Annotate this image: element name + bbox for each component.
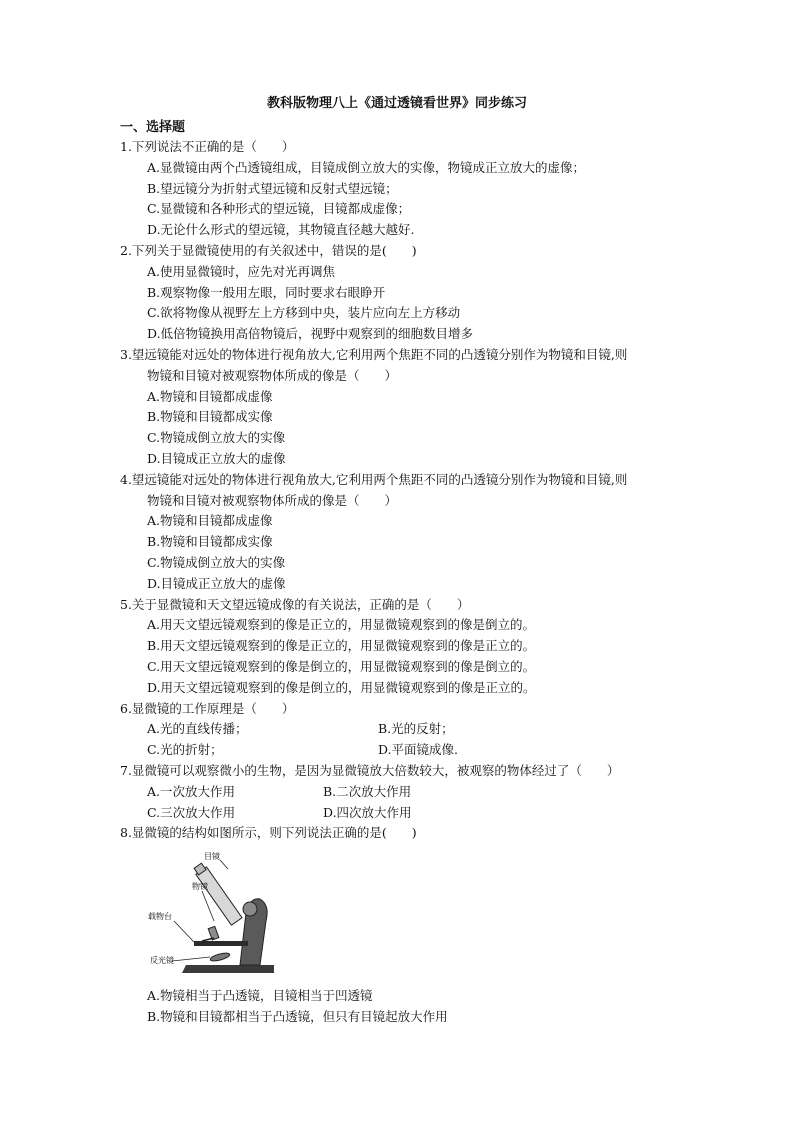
label-objective: 物镜 xyxy=(192,882,208,892)
question-stem: 8.显微镜的结构如图所示，则下列说法正确的是( ) xyxy=(120,825,417,841)
option-b: B.二次放大作用 xyxy=(323,783,412,799)
question-6 xyxy=(120,699,700,761)
question-stem: 3.望远镜能对远处的物体进行视角放大,它利用两个焦距不同的凸透镜分别作为物镜和目镜,则 xyxy=(120,346,628,362)
option-d: D.平面镜成像. xyxy=(378,742,459,758)
microscope-base xyxy=(182,965,274,973)
option-c: C.显微镜和各种形式的望远镜，目镜都成虚像； xyxy=(147,201,411,217)
option-row xyxy=(120,740,700,761)
option-a: A.显微镜由两个凸透镜组成，目镜成倒立放大的实像，物镜成正立放大的虚像； xyxy=(147,159,586,175)
stage xyxy=(194,941,248,946)
question-3 xyxy=(120,345,700,470)
option-row xyxy=(120,719,700,740)
option-d: D.无论什么形式的望远镜，其物镜直径越大越好. xyxy=(147,222,415,238)
option-b: B.光的反射； xyxy=(378,721,454,737)
microscope-figure xyxy=(142,849,282,981)
option-d: D.低倍物镜换用高倍物镜后，视野中观察到的细胞数目增多 xyxy=(147,326,474,342)
option-b: B.观察物像一般用左眼，同时要求右眼睁开 xyxy=(147,284,386,300)
question-stem: 4.望远镜能对远处的物体进行视角放大,它利用两个焦距不同的凸透镜分别作为物镜和目镜,则 xyxy=(120,471,628,487)
option-a: A.使用显微镜时，应先对光再调焦 xyxy=(147,263,336,279)
option-a: A.物镜和目镜都成虚像 xyxy=(147,513,273,529)
option-c: C.物镜成倒立放大的实像 xyxy=(147,554,286,570)
option-a: A.光的直线传播； xyxy=(147,721,248,737)
option-b: B.物镜和目镜都成实像 xyxy=(147,534,273,550)
label-mirror: 反光镜 xyxy=(150,956,174,966)
question-list xyxy=(120,137,700,1028)
label-eyepiece: 目镜 xyxy=(204,852,220,862)
option-b: B.物镜和目镜都成实像 xyxy=(147,409,273,425)
option-d: D.四次放大作用 xyxy=(323,804,412,820)
focus-knob xyxy=(243,902,257,916)
section-heading: 一、选择题 xyxy=(120,120,186,135)
option-b: B.用天文望远镜观察到的像是正立的，用显微镜观察到的像是正立的。 xyxy=(147,638,536,654)
question-stem: 2.下列关于显微镜使用的有关叙述中，错误的是( ) xyxy=(120,242,417,258)
option-c: C.欲将物像从视野左上方移到中央，装片应向左上方移动 xyxy=(147,305,461,321)
microscope-diagram xyxy=(142,849,282,981)
page-title: 教科版物理八上《通过透镜看世界》同步练习 xyxy=(266,96,527,111)
option-d: D.用天文望远镜观察到的像是倒立的，用显微镜观察到的像是正立的。 xyxy=(147,679,536,695)
option-row xyxy=(120,782,700,803)
option-c: C.物镜成倒立放大的实像 xyxy=(147,430,286,446)
question-stem-continued: 物镜和目镜对被观察物体所成的像是（ ） xyxy=(147,492,398,508)
option-c: C.光的折射； xyxy=(147,742,223,758)
option-b: B.物镜和目镜都相当于凸透镜，但只有目镜起放大作用 xyxy=(147,1008,448,1024)
question-4 xyxy=(120,470,700,595)
option-d: D.目镜成正立放大的虚像 xyxy=(147,450,286,466)
question-stem: 6.显微镜的工作原理是（ ） xyxy=(120,700,295,716)
body-tube xyxy=(192,862,242,925)
label-stage: 载物台 xyxy=(148,912,172,922)
question-stem: 5.关于显微镜和天文望远镜成像的有关说法，正确的是（ ） xyxy=(120,596,470,612)
question-8 xyxy=(120,823,700,1027)
option-a: A.一次放大作用 xyxy=(147,783,236,799)
option-row xyxy=(120,803,700,824)
question-2 xyxy=(120,241,700,345)
option-c: C.三次放大作用 xyxy=(147,804,236,820)
option-b: B.望远镜分为折射式望远镜和反射式望远镜； xyxy=(147,180,398,196)
mirror xyxy=(210,952,231,963)
option-a: A.物镜相当于凸透镜，目镜相当于凹透镜 xyxy=(147,988,373,1004)
option-d: D.目镜成正立放大的虚像 xyxy=(147,575,286,591)
question-stem: 1.下列说法不正确的是（ ） xyxy=(120,139,295,154)
option-a: A.用天文望远镜观察到的像是正立的，用显微镜观察到的像是倒立的。 xyxy=(147,617,536,633)
question-5 xyxy=(120,595,700,699)
option-a: A.物镜和目镜都成虚像 xyxy=(147,388,273,404)
question-7 xyxy=(120,761,700,823)
question-stem-continued: 物镜和目镜对被观察物体所成的像是（ ） xyxy=(147,367,398,383)
question-1 xyxy=(120,137,700,241)
question-stem: 7.显微镜可以观察微小的生物，是因为显微镜放大倍数较大，被观察的物体经过了（ ） xyxy=(120,762,620,778)
option-c: C.用天文望远镜观察到的像是倒立的，用显微镜观察到的像是倒立的。 xyxy=(147,658,536,674)
